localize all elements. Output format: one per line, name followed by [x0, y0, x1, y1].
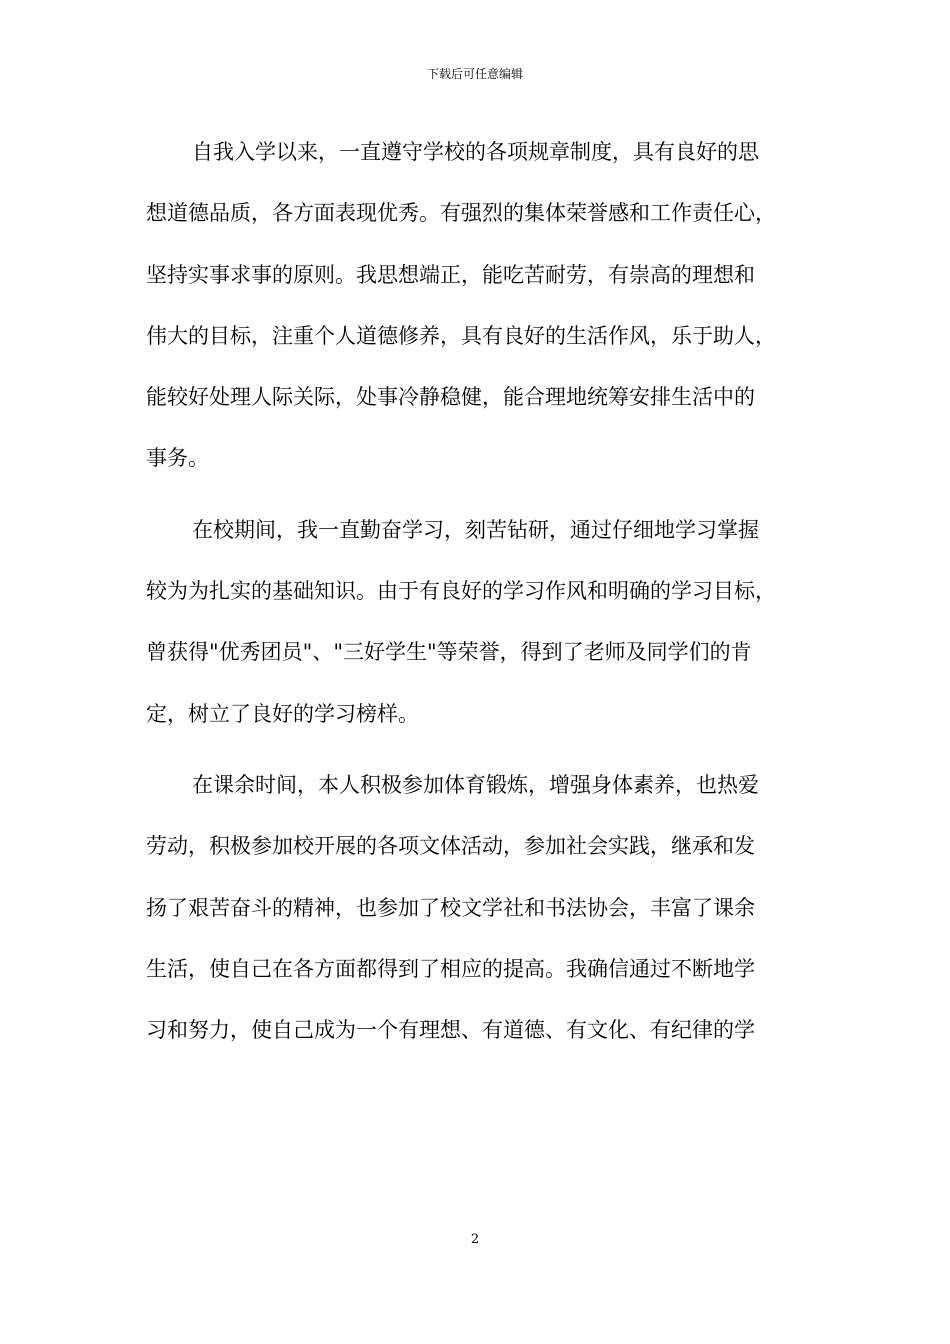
text-line: 自我入学以来，一直遵守学校的各项规章制度，具有良好的思 — [192, 140, 759, 164]
document-body — [146, 132, 826, 1071]
text-line: 事务。 — [146, 446, 209, 471]
text-line: 劳动，积极参加校开展的各项文体活动，参加社会实践，继承和发 — [146, 834, 755, 859]
paragraph-1 — [146, 132, 826, 500]
page-number: 2 — [470, 1232, 480, 1247]
paragraph-spacer — [146, 755, 826, 765]
text-line: 较为为扎实的基础知识。由于有良好的学习作风和明确的学习目标， — [146, 579, 776, 604]
text-line: 习和努力，使自己成为一个有理想、有道德、有文化、有纪律的学 — [146, 1018, 755, 1043]
text-line: 伟大的目标，注重个人道德修养，具有良好的生活作风，乐于助人， — [146, 323, 776, 348]
text-line: 在课余时间，本人积极参加体育锻炼，增强身体素养，也热爱 — [192, 772, 759, 797]
text-line: 定，树立了良好的学习榜样。 — [146, 701, 419, 726]
text-line: 想道德品质，各方面表现优秀。有强烈的集体荣誉感和工作责任心， — [146, 201, 776, 226]
text-line: 坚持实事求事的原则。我思想端正，能吃苦耐劳，有崇高的理想和 — [146, 262, 755, 287]
paragraph-3 — [146, 765, 826, 1071]
page-header: 下载后可任意编辑 — [426, 67, 523, 81]
text-line: 能较好处理人际关际，处事冷静稳健，能合理地统筹安排生活中的 — [146, 385, 755, 410]
text-line: 生活，使自己在各方面都得到了相应的提高。我确信通过不断地学 — [146, 956, 755, 981]
paragraph-spacer — [146, 500, 826, 510]
paragraph-2 — [146, 510, 826, 755]
text-line: 曾获得"优秀团员"、"三好学生"等荣誉，得到了老师及同学们的肯 — [146, 640, 752, 665]
text-line: 扬了艰苦奋斗的精神，也参加了校文学社和书法协会，丰富了课余 — [146, 895, 755, 920]
text-line: 在校期间，我一直勤奋学习，刻苦钻研，通过仔细地学习掌握 — [192, 517, 759, 542]
